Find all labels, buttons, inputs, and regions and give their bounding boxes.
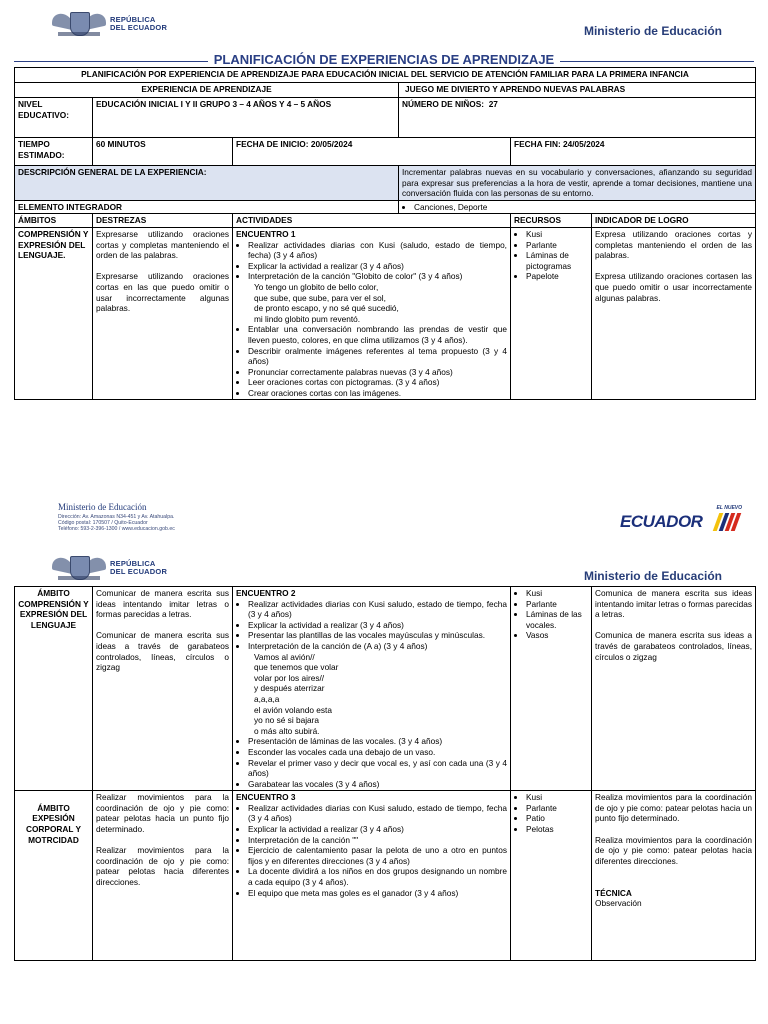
- ninos-value: 27: [488, 99, 498, 109]
- ecuador-coat-of-arms-logo: [52, 10, 167, 38]
- ambito-cell: ÁMBITO EXPESIÓN CORPORAL Y MOTRCIDAD: [15, 791, 93, 961]
- recursos-cell: • Kusi • Parlante • Láminas de las vocales. • Vasos: [511, 587, 592, 791]
- descripcion-label: DESCRIPCIÓN GENERAL DE LA EXPERIENCIA:: [15, 166, 399, 201]
- elemento-label: ELEMENTO INTEGRADOR: [15, 200, 399, 214]
- experiencia-label: EXPERIENCIA DE APRENDIZAJE: [15, 83, 399, 98]
- ministerio-header: Ministerio de Educación: [583, 24, 722, 38]
- destreza-cell: Comunicar de manera escrita sus ideas intentando imitar letras o formas parecidas a letras. Comunicar de manera escrita sus ideas a través de garabateos controlados, líneas, círculos o zigzag: [93, 587, 233, 791]
- destreza-cell: Expresarse utilizando oraciones cortas y completas manteniendo el orden de las palabras. Expresarse utilizando oraciones cortas en las que puedo omitir o usar incorrectamente algunas palabras.: [93, 227, 233, 400]
- page-break: [0, 490, 768, 548]
- descripcion-value: Incrementar palabras nuevas en su vocabulario y conversaciones, afianzando su seguridad para expresar sus preferencias a la hora de vestir, aprende a tomar decisiones, mantiene una conversación fluida con las personas de su entorno.: [399, 166, 756, 201]
- ambito-cell: ÁMBITO COMPRENSIÓN Y EXPRESIÓN DEL LENGUAJE: [15, 587, 93, 791]
- actividades-cell: ENCUENTRO 3 • Realizar actividades diarias con Kusi saludo, estado de tiempo, fecha (3 y 4 años) • Explicar la actividad a realizar (3 y 4 años) • Interpretación de la canción "" • Ejercicio de calentamiento pasar la pelota de uno a otro en puntos fijos y en diferentes direcciones (3 y 4 años) • La docente dividirá a los niños en dos grupos designando un nombre a cada equipo (3 y 4 años). • El equipo que meta mas goles es el ganador (3 y 4 años): [233, 791, 511, 961]
- actividades-cell: ENCUENTRO 2 • Realizar actividades diarias con Kusi saludo, estado de tiempo, fecha (3 y 4 años) • Explicar la actividad a realizar (3 y 4 años) • Presentar las plantillas de las vocales mayúsculas y minúsculas. • Interpretación de la canción de (A a) (3 y 4 años) Vamos al avión// que tenemos que volar volar por los aires// y después aterrizar a,a,a,a el avión volando esta yo no sé si bajara o más alto subirá. • Presentación de láminas de las vocales. (3 y 4 años) • Esconder las vocales cada una debajo de un vaso. • Revelar el primer vaso y decir que vocal es, y así con cada una (3 y 4 años) • Garabatear las vocales (3 y 4 años): [233, 587, 511, 791]
- document-page-1: [0, 0, 768, 490]
- footer-ministerio: Ministerio de Educación: [58, 502, 147, 512]
- nivel-label: NIVEL EDUCATIVO:: [15, 98, 93, 138]
- indicador-cell: Comunica de manera escrita sus ideas intentando imitar letras o formas parecidas a letras. Comunica de manera escrita sus ideas a través de garabateos controlados, líneas, círculos o zigzag: [592, 587, 756, 791]
- planning-table: [14, 67, 756, 400]
- flag-stripes-icon: [716, 513, 740, 531]
- col-header-ambitos: ÁMBITOS: [15, 214, 93, 228]
- ecuador-coat-of-arms-logo-2: [52, 554, 167, 582]
- tecnica-value: Observación: [595, 898, 642, 909]
- page-header: [0, 0, 768, 44]
- table-row: [15, 791, 756, 961]
- recursos-cell: • Kusi • Parlante • Patio • Pelotas: [511, 791, 592, 961]
- actividades-cell: ENCUENTRO 1 • Realizar actividades diarias con Kusi (saludo, estado de tiempo, fecha) (3 y 4 años) • Explicar la actividad a realizar (3 y 4 años) • Interpretación de la canción "Globito de color" (3 y 4 años) Yo tengo un globito de bello color, que sube, que sube, para ver el sol, de pronto escapo, y no sé qué sucedió, mi lindo globito pum reventó. • Entablar una conversación nombrando las prendas de vestir que lleven puesto, colores, en que clima utilizamos (3 y 4 años). • Describir oralmente imágenes referentes al tema propuesto (3 y 4 años) • Pronunciar correctamente palabras nuevas (3 y 4 años) • Leer oraciones cortas con pictogramas. (3 y 4 años) • Crear oraciones cortas con las imágenes.: [233, 227, 511, 400]
- table-subtitle: PLANIFICACIÓN POR EXPERIENCIA DE APRENDIZAJE PARA EDUCACIÓN INICIAL DEL SERVICIO DE ATENCIÓN FAMILIAR PARA LA PRIMERA INFANCIA: [15, 68, 756, 83]
- indicador-cell: Expresa utilizando oraciones cortas y completas manteniendo el orden de las palabras. Expresa utilizando oraciones cortasen las que puedo omitir o usar incorrectamente algunas palabras.: [592, 227, 756, 400]
- destreza-cell: Realizar movimientos para la coordinación de ojo y pie como: patear pelotas hacia un punto fijo determinado. Realizar movimientos para la coordinación de ojo y pie como: patear pelotas hacia diferentes direcciones.: [93, 791, 233, 961]
- document-page-2: [0, 548, 768, 1024]
- col-header-recursos: RECURSOS: [511, 214, 592, 228]
- tiempo-label: TIEMPO ESTIMADO:: [15, 138, 93, 166]
- experiencia-value: JUEGO ME DIVIERTO Y APRENDO NUEVAS PALABRAS: [399, 83, 756, 98]
- col-header-indicador: INDICADOR DE LOGRO: [592, 214, 756, 228]
- table-row: [15, 227, 756, 400]
- page-footer: [0, 494, 768, 544]
- coat-of-arms-icon: [52, 554, 106, 582]
- elemento-value: • Canciones, Deporte: [399, 200, 756, 214]
- el-nuevo-ecuador-logo: EL NUEVO ECUADOR: [620, 505, 742, 531]
- tecnica-label: TÉCNICA: [595, 887, 632, 898]
- nivel-value: EDUCACIÓN INICIAL I Y II GRUPO 3 – 4 AÑOS Y 4 – 5 AÑOS: [93, 98, 399, 138]
- recursos-cell: • Kusi • Parlante • Láminas de pictogramas • Papelote: [511, 227, 592, 400]
- ninos-cell: NÚMERO DE NIÑOS: 27: [399, 98, 756, 138]
- republica-text: REPÚBLICA DEL ECUADOR: [110, 15, 168, 32]
- coat-of-arms-icon: [52, 10, 106, 38]
- col-header-destrezas: DESTREZAS: [93, 214, 233, 228]
- tiempo-value: 60 MINUTOS: [93, 138, 233, 166]
- song-lyrics: Vamos al avión// que tenemos que volar volar por los aires// y después aterrizar a,a,a,a el avión volando esta yo no sé si bajara o más alto subirá.: [254, 651, 339, 736]
- planning-table-continued: [14, 586, 756, 961]
- republica-text: REPÚBLICA DEL ECUADOR: [110, 559, 168, 576]
- fecha-fin: FECHA FIN: 24/05/2024: [511, 138, 756, 166]
- song-lyrics: Yo tengo un globito de bello color, que sube, que sube, para ver el sol, de pronto escapo, y no sé qué sucedió, mi lindo globito pum reventó.: [254, 281, 399, 324]
- ambito-cell: COMPRENSIÓN Y EXPRESIÓN DEL LENGUAJE.: [15, 227, 93, 400]
- ministerio-header-2: Ministerio de Educación: [583, 569, 722, 583]
- table-row: [15, 587, 756, 791]
- page-title: PLANIFICACIÓN DE EXPERIENCIAS DE APRENDIZAJE: [0, 51, 768, 69]
- footer-address: Dirección: Av. Amazonas N34-451 y Av. Atahualpa. Código postal: 170507 / Quito-Ecuador Teléfono: 593-2-396-1300 / www.educacion.gob.ec: [58, 514, 175, 533]
- col-header-actividades: ACTIVIDADES: [233, 214, 511, 228]
- indicador-cell: Realiza movimientos para la coordinación de ojo y pie como: patear pelotas hacia un punto fijo determinado. Realiza movimientos para la coordinación de ojo y pie como: patear pelotas hacia diferentes direcciones. TÉCNICA Observación: [592, 791, 756, 961]
- fecha-inicio: FECHA DE INICIO: 20/05/2024: [233, 138, 511, 166]
